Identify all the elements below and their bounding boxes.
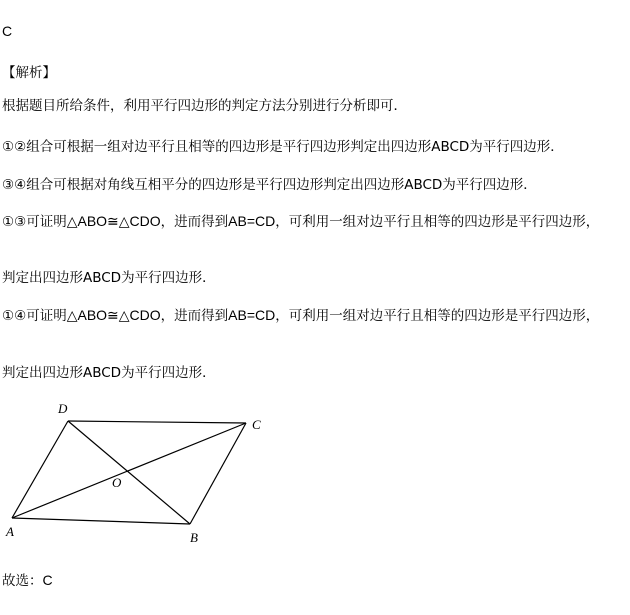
item-3-middle: ，进而得到 <box>160 214 229 230</box>
vertex-label-d: D <box>58 401 68 416</box>
side-ab <box>12 518 190 524</box>
item-3-text <box>2 212 626 231</box>
item-3-equality: AB=CD <box>228 213 276 229</box>
item-3-suffix: ，可利用一组对边平行且相等的四边形是平行四边形， <box>275 214 600 230</box>
item-3-conclusion: 判定出四边形ABCD为平行四边形． <box>2 270 216 286</box>
side-cb <box>190 423 246 524</box>
side-dc <box>68 421 246 423</box>
item-3-congruence: △ABO≅△CDO <box>66 213 161 229</box>
final-answer <box>2 571 53 590</box>
analysis-header: 【解析】 <box>2 65 56 81</box>
item-3-prefix: ①③可证明 <box>2 214 67 230</box>
item-4-conclusion: 判定出四边形ABCD为平行四边形． <box>2 365 216 381</box>
item-4-middle: ，进而得到 <box>160 308 229 324</box>
final-label: 故选： <box>2 573 43 589</box>
diagonal-ac <box>12 423 246 518</box>
item-4-congruence: △ABO≅△CDO <box>66 307 161 323</box>
intro-text: 根据题目所给条件，利用平行四边形的判定方法分别进行分析即可． <box>2 98 407 114</box>
parallelogram-figure <box>0 396 290 556</box>
vertex-label-a: A <box>6 524 14 539</box>
vertex-label-b: B <box>190 530 198 545</box>
item-4-equality: AB=CD <box>228 307 276 323</box>
diagonal-db <box>68 421 190 524</box>
item-4-suffix: ，可利用一组对边平行且相等的四边形是平行四边形， <box>275 308 600 324</box>
item-2-text: ③④组合可根据对角线互相平分的四边形是平行四边形判定出四边形ABCD为平行四边形． <box>2 177 537 193</box>
item-1-text: ①②组合可根据一组对边平行且相等的四边形是平行四边形判定出四边形ABCD为平行四边形． <box>2 139 564 155</box>
vertex-label-c: C <box>252 417 261 432</box>
item-4-text <box>2 306 626 325</box>
center-label-o: O <box>112 475 122 490</box>
item-4-prefix: ①④可证明 <box>2 308 67 324</box>
side-da <box>12 421 68 518</box>
final-answer-value: C <box>42 572 53 588</box>
answer-top: C <box>2 23 13 39</box>
